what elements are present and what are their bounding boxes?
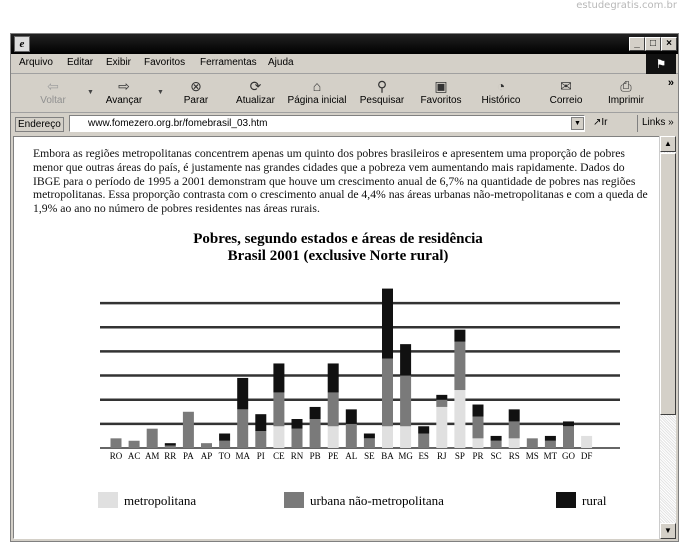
x-tick-label: CE <box>273 451 285 461</box>
favorites-icon: ▣ <box>434 78 448 94</box>
bar-segment <box>545 436 556 441</box>
bar-segment <box>382 359 393 427</box>
stop-label: Parar <box>183 95 209 106</box>
back-dropdown-icon[interactable]: ▼ <box>87 89 94 96</box>
favorites-label: Favoritos <box>420 95 462 106</box>
back-arrow-icon: ⇦ <box>47 78 59 94</box>
title-bar[interactable] <box>11 34 678 54</box>
scroll-up-icon[interactable]: ▲ <box>660 136 676 152</box>
bar-segment <box>473 438 484 448</box>
x-tick-label: TO <box>218 451 231 461</box>
menu-bar <box>11 54 678 74</box>
x-tick-label: GO <box>562 451 575 461</box>
back-label: Voltar <box>40 95 66 106</box>
x-tick-label: MG <box>398 451 413 461</box>
close-button[interactable]: × <box>661 37 677 51</box>
scroll-down-icon[interactable]: ▼ <box>660 523 676 539</box>
bar-segment <box>273 426 284 448</box>
x-tick-label: DF <box>580 451 593 461</box>
bar-segment <box>147 429 158 448</box>
bar-segment <box>436 407 447 448</box>
page-content <box>13 136 661 539</box>
x-tick-label: PI <box>256 451 265 461</box>
bar-segment <box>255 431 266 448</box>
back-button[interactable] <box>33 77 73 111</box>
x-tick-label: PE <box>327 451 339 461</box>
scroll-thumb[interactable] <box>660 153 676 415</box>
bar-segment <box>382 426 393 448</box>
bar-segment <box>310 407 321 419</box>
favorites-button[interactable] <box>416 77 466 111</box>
bar-segment <box>509 409 520 421</box>
menu-ajuda[interactable]: Ajuda <box>268 57 294 68</box>
x-tick-label: AL <box>345 451 358 461</box>
legend-label: metropolitana <box>124 493 197 508</box>
go-label: Ir <box>601 117 608 128</box>
forward-dropdown-icon[interactable]: ▼ <box>157 89 164 96</box>
bar-segment <box>400 376 411 427</box>
intro-paragraph: Embora as regiões metropolitanas concentrem apenas um quinto dos pobres brasileiros e apresentem uma proporção de pobres menor que outras áreas do país, é justamente nas grandes cidades que a pobreza vem aumentando mais rapidamente. Dados do IBGE para o período de 1995 a 2001 demonstram que houve um crescimento anual de 6,7% na quantidade de pobres nas regiões metropolitanas. Essa proporção contrasta com o crescimento anual de 4,4% nas áreas urbanas não-metropolitanas e com a queda de 1,9% ao ano no número de pobres residentes nas áreas rurais. <box>33 147 648 216</box>
bar-segment <box>328 392 339 426</box>
legend-label: urbana não-metropolitana <box>310 493 444 508</box>
stacked-bar-chart <box>14 137 661 539</box>
bar-segment <box>310 419 321 448</box>
forward-button[interactable] <box>99 77 149 111</box>
x-tick-label: PB <box>309 451 321 461</box>
print-icon: ⎙ <box>620 78 632 94</box>
bar-segment <box>346 409 357 423</box>
legend-swatch <box>284 492 304 508</box>
bar-segment <box>237 378 248 409</box>
toolbar <box>11 75 678 113</box>
bar-segment <box>165 446 176 448</box>
address-bar <box>11 113 678 135</box>
stop-button[interactable] <box>176 77 216 111</box>
x-tick-label: SP <box>454 451 465 461</box>
search-label: Pesquisar <box>359 95 405 106</box>
bar-segment <box>436 395 447 400</box>
windows-logo-icon: ⚑ <box>646 54 676 74</box>
legend-swatch <box>556 492 576 508</box>
bar-segment <box>273 392 284 426</box>
x-tick-label: BA <box>381 451 394 461</box>
bar-segment <box>527 438 538 448</box>
x-tick-label: MA <box>235 451 250 461</box>
bar-segment <box>201 443 212 448</box>
bar-segment <box>473 405 484 417</box>
x-tick-label: PA <box>183 451 194 461</box>
address-label: Endereço <box>15 117 64 132</box>
menu-favoritos[interactable]: Favoritos <box>144 57 186 68</box>
bar-segment <box>509 421 520 438</box>
home-icon: ⌂ <box>312 78 322 94</box>
forward-label: Avançar <box>105 95 143 106</box>
bar-segment <box>364 434 375 439</box>
x-tick-label: MT <box>543 451 558 461</box>
bar-segment <box>183 412 194 448</box>
toolbar-more-chevron-icon[interactable]: » <box>667 77 674 89</box>
bar-segment <box>418 434 429 448</box>
bar-segment <box>255 414 266 431</box>
go-button[interactable] <box>593 117 608 128</box>
refresh-button[interactable] <box>233 77 278 111</box>
minimize-button[interactable]: _ <box>629 37 645 51</box>
mail-button[interactable] <box>546 77 586 111</box>
bar-segment <box>454 330 465 342</box>
x-tick-label: RO <box>109 451 123 461</box>
chart-subtitle: Brasil 2001 (exclusive Norte rural) <box>227 248 449 264</box>
bar-segment <box>563 421 574 426</box>
address-dropdown-icon[interactable]: ▼ <box>571 117 584 130</box>
menu-exibir[interactable]: Exibir <box>106 57 132 68</box>
ie-logo-icon: e <box>14 36 30 52</box>
bar-segment <box>328 426 339 448</box>
bar-segment <box>491 436 502 441</box>
bar-segment <box>237 409 248 448</box>
x-tick-label: AM <box>144 451 160 461</box>
x-tick-label: MS <box>525 451 539 461</box>
refresh-icon: ⟳ <box>249 78 262 94</box>
home-label: Página inicial <box>287 95 347 106</box>
bar-segment <box>436 400 447 407</box>
history-label: Histórico <box>481 95 521 106</box>
bar-segment <box>545 441 556 448</box>
links-label: Links <box>642 117 666 128</box>
go-arrow-icon: ↗ <box>593 117 602 128</box>
legend-swatch <box>98 492 118 508</box>
legend-label: rural <box>582 493 607 508</box>
bar-segment <box>129 441 140 448</box>
x-tick-label: ES <box>418 451 429 461</box>
search-icon: ⚲ <box>376 78 388 94</box>
address-input[interactable]: www.fomezero.org.br/fomebrasil_03.htm <box>69 115 585 132</box>
bar-segment <box>454 390 465 448</box>
stop-icon: ⊗ <box>190 78 202 94</box>
bar-segment <box>273 363 284 392</box>
menu-arquivo[interactable]: Arquivo <box>19 57 53 68</box>
bar-segment <box>292 429 303 448</box>
history-icon: ◔ <box>496 78 506 94</box>
bar-segment <box>509 438 520 448</box>
bar-segment <box>491 441 502 448</box>
print-label: Imprimir <box>607 95 645 106</box>
menu-ferramentas[interactable]: Ferramentas <box>200 57 257 68</box>
bar-segment <box>165 443 176 445</box>
x-tick-label: RS <box>508 451 520 461</box>
bar-segment <box>454 342 465 390</box>
maximize-button[interactable]: □ <box>645 37 661 51</box>
links-more-chevron-icon: » <box>668 117 674 128</box>
bar-segment <box>364 438 375 448</box>
menu-editar[interactable]: Editar <box>67 57 94 68</box>
x-tick-label: RR <box>164 451 177 461</box>
x-tick-label: SC <box>490 451 502 461</box>
refresh-label: Atualizar <box>236 95 275 106</box>
bar-segment <box>111 438 122 448</box>
bar-segment <box>219 434 230 441</box>
chart-title-line: Pobres, segundo estados e áreas de residência <box>193 231 483 247</box>
x-tick-label: PR <box>472 451 484 461</box>
x-tick-label: SE <box>364 451 375 461</box>
history-button[interactable] <box>476 77 526 111</box>
bar-segment <box>563 426 574 448</box>
x-tick-label: RN <box>290 451 304 461</box>
bar-segment <box>581 436 592 448</box>
vertical-scrollbar[interactable] <box>659 136 676 539</box>
links-button[interactable] <box>637 115 678 132</box>
x-tick-label: AP <box>200 451 213 461</box>
bar-segment <box>473 417 484 439</box>
bar-segment <box>418 426 429 433</box>
x-tick-label: RJ <box>437 451 447 461</box>
home-button[interactable] <box>286 77 348 111</box>
mail-label: Correio <box>549 95 583 106</box>
bar-segment <box>328 363 339 392</box>
bar-segment <box>219 441 230 448</box>
print-button[interactable] <box>604 77 648 111</box>
watermark-text: estudegratis.com.br <box>576 0 677 11</box>
bar-segment <box>346 424 357 448</box>
browser-window <box>10 33 679 542</box>
x-tick-label: AC <box>127 451 141 461</box>
bar-segment <box>292 419 303 429</box>
bar-segment <box>400 344 411 375</box>
forward-arrow-icon: ⇨ <box>118 78 130 94</box>
bar-segment <box>382 289 393 359</box>
bar-segment <box>400 426 411 448</box>
search-button[interactable] <box>356 77 408 111</box>
mail-icon: ✉ <box>560 78 572 94</box>
